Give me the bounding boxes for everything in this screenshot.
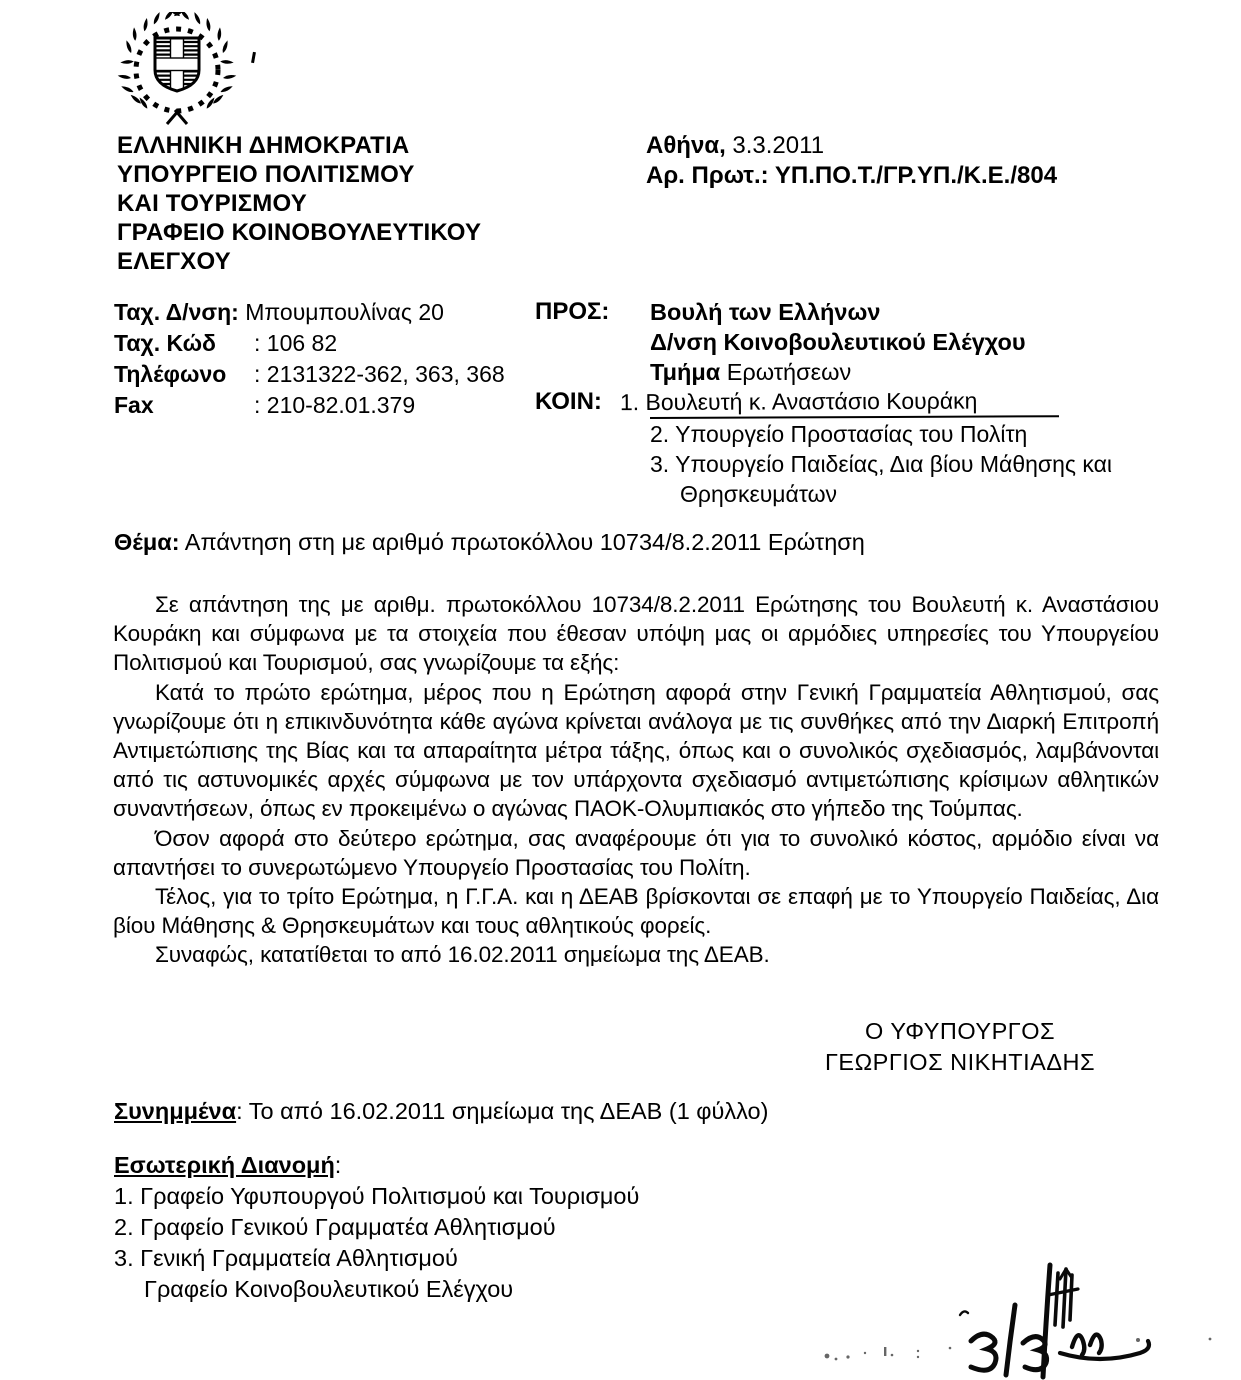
distribution-colon: : [334,1152,342,1178]
letter-body [113,590,1159,970]
attachments-text: : Το από 16.02.2011 σημείωμα της ΔΕΑΒ (1 φύλλο) [236,1098,769,1124]
dept-bold: Τμήμα [650,359,721,385]
subject-text: Απάντηση στη με αριθμό πρωτοκόλλου 10734/8.2.2011 Ερώτηση [179,529,865,555]
distribution-item: 2. Γραφείο Γενικού Γραμματέα Αθλητισμού [114,1214,556,1240]
contact-value: Μπουμπουλίνας 20 [238,299,444,325]
org-line: ΕΛΛΗΝΙΚΗ ΔΗΜΟΚΡΑΤΙΑ [117,132,410,159]
cc-list [619,387,1175,509]
protocol-row [646,161,1206,191]
contact-block [114,297,534,421]
to-line: Δ/νση Κοινοβουλευτικού Ελέγχου [650,329,1026,355]
protocol-number: ΥΠ.ΠΟ.Τ./ΓΡ.ΥΠ./Κ.Ε./804 [768,162,1058,189]
letterhead-meta-block [646,131,1206,191]
body-paragraph: Όσον αφορά στο δεύτερο ερώτημα, σας αναφέρουμε ότι για το συνολικό κόστος, αρμόδιο είναι να απαντήσει το συνερωτώμενο Υπουργείο Προστασίας του Πολίτη. [113,825,1159,880]
distribution-item: 1. Γραφείο Υφυπουργού Πολιτισμού και Τουρισμού [114,1183,640,1209]
date-row [646,131,1206,161]
contact-label: Τηλέφωνο [114,361,227,387]
distribution-heading [114,1150,874,1181]
contact-row-fax [114,390,534,421]
recipients-block [535,297,1175,509]
contact-value: : 106 82 [254,330,338,356]
contact-row-phone [114,359,534,390]
letterhead-org-block [117,131,587,276]
org-line: ΚΑΙ ΤΟΥΡΙΣΜΟΥ [117,190,307,217]
distribution-block [114,1150,874,1305]
attachments-label: Συνημμένα [114,1098,237,1124]
distribution-item: 3. Γενική Γραμματεία Αθλητισμού [114,1245,458,1271]
contact-value: : 210-82.01.379 [254,392,416,418]
contact-label: Ταχ. Κώδ [114,330,216,356]
body-paragraph: Συναφώς, κατατίθεται το από 16.02.2011 σημείωμα της ΔΕΑΒ. [155,942,770,968]
signer-title: Ο ΥΦΥΠΟΥΡΓΟΣ [865,1018,1055,1044]
scan-speck [251,52,256,63]
to-line: Βουλή των Ελλήνων [650,299,881,325]
city-label: Αθήνα, [646,132,726,159]
contact-label: Fax [114,392,154,418]
signature-block [760,1016,1160,1078]
distribution-item-continuation: Γραφείο Κοινοβουλευτικού Ελέγχου [144,1276,514,1302]
subject-label: Θέμα: [114,529,180,555]
protocol-label: Αρ. Πρωτ.: [646,162,769,189]
cc-label: ΚΟΙΝ: [535,388,602,415]
contact-row-address [114,297,534,328]
greek-coat-of-arms-icon [116,12,238,132]
to-line-dept [650,357,1175,387]
cc-item: 3. Υπουργείο Παιδείας, Δια βίου Μάθησης και Θρησκευμάτων [650,451,1112,507]
contact-row-postcode [114,328,534,359]
contact-value: : 2131322-362, 363, 368 [254,361,505,387]
subject-line [114,527,1164,557]
body-paragraph: Κατά το πρώτο ερώτημα, μέρος που η Ερώτηση αφορά στην Γενική Γραμματεία Αθλητισμού, σας γνωρίζουμε ότι η επικινδυνότητα κάθε αγώνα κρίνεται ανάλογα με τις συνθήκες από την Διαρκή Επιτροπή Αντιμετώπισης της Βίας και τα απαραίτητα μέτρα τάξης, όπως και ο συνολικός σχεδιασμός, λαμβάνονται από τις αστυνομικές αρχές σύμφωνα με τον υπάρχοντα σχεδιασμό αντιμετώπισης κρίσιμων αθλητικών συναντήσεων, όπως εν προκειμένω ο αγώνας ΠΑΟΚ-Ολυμπιακός στο γήπεδο της Τούμπας. [113,679,1159,822]
contact-label: Ταχ. Δ/νση: [114,299,239,325]
handwritten-date-mark [810,1255,1240,1380]
signer-name: ΓΕΩΡΓΙΟΣ ΝΙΚΗΤΙΑΔΗΣ [824,1049,1096,1075]
dept-rest: Ερωτήσεων [720,359,852,385]
distribution-label: Εσωτερική Διανομή [114,1152,335,1178]
cc-item-underlined: 1. Βουλευτή κ. Αναστάσιο Κουράκη [650,385,1060,419]
cc-item: 2. Υπουργείο Προστασίας του Πολίτη [650,421,1028,447]
org-line: ΓΡΑΦΕΙΟ ΚΟΙΝΟΒΟΥΛΕΥΤΙΚΟΥ [117,219,482,246]
attachments-line [114,1096,1014,1126]
date-value: 3.3.2011 [725,132,825,159]
to-label: ΠΡΟΣ: [535,298,610,325]
body-paragraph: Τέλος, για το τρίτο Ερώτημα, η Γ.Γ.Α. και η ΔΕΑΒ βρίσκονται σε επαφή με το Υπουργείο Παιδείας, Δια βίου Μάθησης & Θρησκευμάτων και τους αθλητικούς φορείς. [113,884,1159,939]
to-lines [650,297,1175,387]
cc-item [619,387,1172,419]
org-line: ΕΛΕΓΧΟΥ [117,248,231,275]
body-paragraph: Σε απάντηση της με αριθμ. πρωτοκόλλου 10734/8.2.2011 Ερώτησης του Βουλευτή κ. Αναστάσιου Κουράκη και σύμφωνα με τα στοιχεία που έθεσαν υπόψη μας οι αρμόδιες υπηρεσίες του Υπουργείου Πολιτισμού και Τουρισμού, σας γνωρίζουμε τα εξής: [113,592,1159,676]
org-line: ΥΠΟΥΡΓΕΙΟ ΠΟΛΙΤΙΣΜΟΥ [117,161,415,188]
